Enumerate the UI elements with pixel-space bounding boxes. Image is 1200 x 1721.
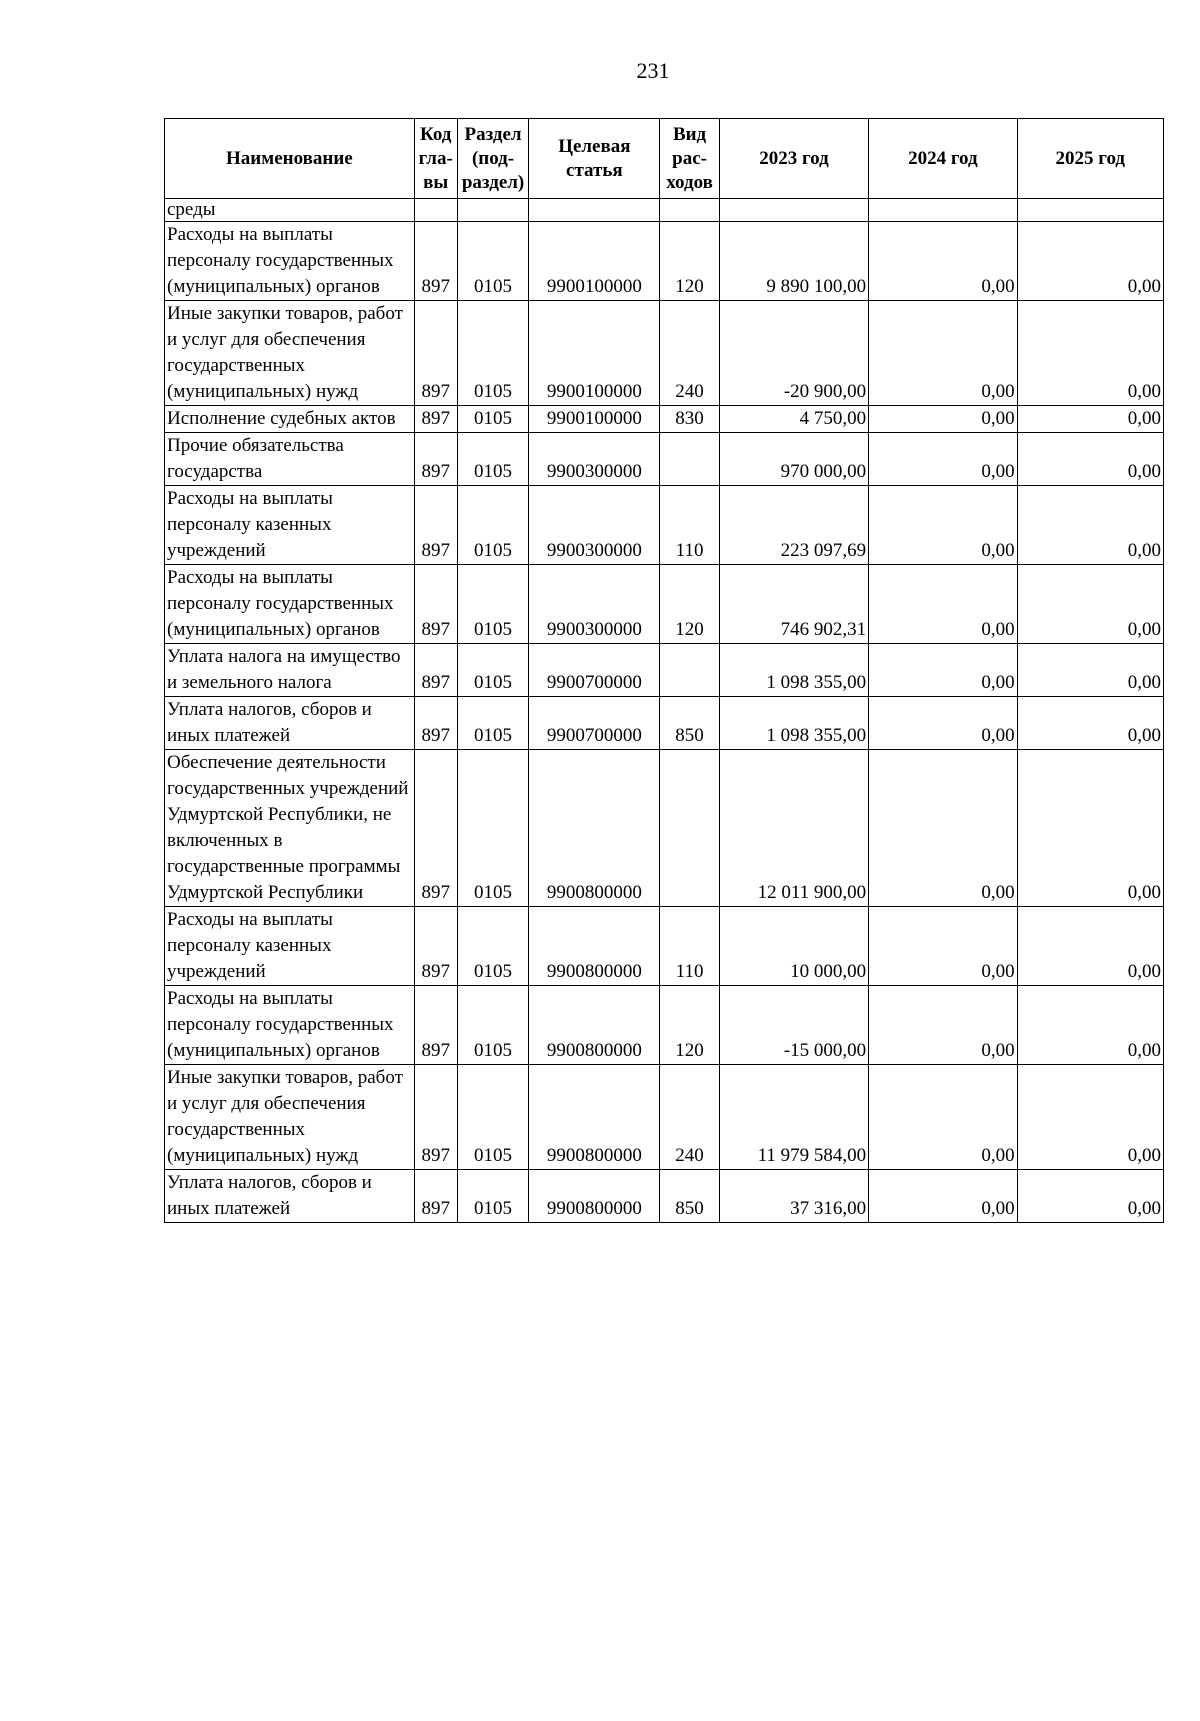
row-chapter-code: 897 — [414, 565, 457, 644]
table-header-row — [165, 119, 1164, 199]
row-2024: 0,00 — [869, 486, 1017, 565]
row-section: 0105 — [457, 486, 529, 565]
row-name: Обеспечение деятельности государственных учреждений Удмуртской Республики, не включенных в государственные программы Удмуртской Республики — [165, 750, 415, 907]
row-name: Расходы на выплаты персоналу казенных учреждений — [165, 486, 415, 565]
row-target: 9900800000 — [529, 907, 660, 986]
row-section: 0105 — [457, 907, 529, 986]
row-2024: 0,00 — [869, 222, 1017, 301]
row-2024: 0,00 — [869, 301, 1017, 406]
table-row — [165, 433, 1164, 486]
row-name: Исполнение судебных актов — [165, 406, 415, 433]
row-target: 9900100000 — [529, 406, 660, 433]
row-target: 9900300000 — [529, 433, 660, 486]
header-2023: 2023 год — [719, 119, 868, 199]
row-section: 0105 — [457, 222, 529, 301]
row-2023: 1 098 355,00 — [719, 697, 868, 750]
row-name: Уплата налогов, сборов и иных платежей — [165, 1170, 415, 1223]
row-2023: 746 902,31 — [719, 565, 868, 644]
row-target: 9900100000 — [529, 222, 660, 301]
row-expense-type: 850 — [660, 1170, 719, 1223]
row-expense-type: 110 — [660, 486, 719, 565]
row-2024: 0,00 — [869, 1170, 1017, 1223]
row-2025: 0,00 — [1017, 986, 1163, 1065]
table-row — [165, 697, 1164, 750]
row-target: 9900300000 — [529, 565, 660, 644]
table-row — [165, 301, 1164, 406]
row-name: Расходы на выплаты персоналу государственных (муниципальных) органов — [165, 986, 415, 1065]
row-2025: 0,00 — [1017, 565, 1163, 644]
row-section: 0105 — [457, 697, 529, 750]
row-2024: 0,00 — [869, 406, 1017, 433]
row-section: 0105 — [457, 406, 529, 433]
row-2023: -15 000,00 — [719, 986, 868, 1065]
row-section: 0105 — [457, 433, 529, 486]
row-name: Прочие обязательства государства — [165, 433, 415, 486]
row-target: 9900800000 — [529, 750, 660, 907]
row-2024: 0,00 — [869, 986, 1017, 1065]
row-2025: 0,00 — [1017, 1065, 1163, 1170]
table-row — [165, 644, 1164, 697]
row-2024: 0,00 — [869, 1065, 1017, 1170]
row-expense-type: 120 — [660, 565, 719, 644]
row-name: Расходы на выплаты персоналу государственных (муниципальных) органов — [165, 222, 415, 301]
row-2025: 0,00 — [1017, 1170, 1163, 1223]
table-row — [165, 907, 1164, 986]
row-section: 0105 — [457, 644, 529, 697]
row-2023: 11 979 584,00 — [719, 1065, 868, 1170]
header-section: Раздел (под-раздел) — [457, 119, 529, 199]
row-target: 9900800000 — [529, 1065, 660, 1170]
row-2023: 9 890 100,00 — [719, 222, 868, 301]
table-row — [165, 406, 1164, 433]
row-2023: 37 316,00 — [719, 1170, 868, 1223]
row-2024: 0,00 — [869, 433, 1017, 486]
row-2025: 0,00 — [1017, 433, 1163, 486]
row-section: 0105 — [457, 750, 529, 907]
row-target: 9900100000 — [529, 301, 660, 406]
row-2025: 0,00 — [1017, 406, 1163, 433]
row-2025: 0,00 — [1017, 644, 1163, 697]
row-chapter-code: 897 — [414, 907, 457, 986]
row-section: 0105 — [457, 565, 529, 644]
row-expense-type — [660, 433, 719, 486]
continuation-text: среды — [165, 199, 415, 222]
row-target: 9900800000 — [529, 986, 660, 1065]
row-target: 9900300000 — [529, 486, 660, 565]
table-row — [165, 1065, 1164, 1170]
row-2023: 970 000,00 — [719, 433, 868, 486]
header-2025: 2025 год — [1017, 119, 1163, 199]
row-2023: -20 900,00 — [719, 301, 868, 406]
row-target: 9900800000 — [529, 1170, 660, 1223]
table-row — [165, 750, 1164, 907]
row-name: Уплата налога на имущество и земельного налога — [165, 644, 415, 697]
row-expense-type: 850 — [660, 697, 719, 750]
row-name: Расходы на выплаты персоналу государственных (муниципальных) органов — [165, 565, 415, 644]
row-2025: 0,00 — [1017, 697, 1163, 750]
row-2025: 0,00 — [1017, 222, 1163, 301]
row-target: 9900700000 — [529, 644, 660, 697]
row-2024: 0,00 — [869, 644, 1017, 697]
row-chapter-code: 897 — [414, 750, 457, 907]
row-name: Уплата налогов, сборов и иных платежей — [165, 697, 415, 750]
header-expense-type: Вид рас-ходов — [660, 119, 719, 199]
row-chapter-code: 897 — [414, 433, 457, 486]
table-row — [165, 222, 1164, 301]
row-expense-type — [660, 750, 719, 907]
row-2023: 12 011 900,00 — [719, 750, 868, 907]
row-expense-type: 240 — [660, 301, 719, 406]
row-expense-type: 120 — [660, 986, 719, 1065]
row-name: Иные закупки товаров, работ и услуг для обеспечения государственных (муниципальных) нужд — [165, 1065, 415, 1170]
row-2023: 4 750,00 — [719, 406, 868, 433]
continuation-row — [165, 199, 1164, 222]
header-chapter-code: Код гла-вы — [414, 119, 457, 199]
row-expense-type: 240 — [660, 1065, 719, 1170]
row-section: 0105 — [457, 1170, 529, 1223]
row-expense-type: 830 — [660, 406, 719, 433]
row-section: 0105 — [457, 301, 529, 406]
row-chapter-code: 897 — [414, 1170, 457, 1223]
row-2023: 223 097,69 — [719, 486, 868, 565]
row-chapter-code: 897 — [414, 697, 457, 750]
row-2024: 0,00 — [869, 565, 1017, 644]
row-2025: 0,00 — [1017, 907, 1163, 986]
row-2025: 0,00 — [1017, 750, 1163, 907]
row-2024: 0,00 — [869, 697, 1017, 750]
header-2024: 2024 год — [869, 119, 1017, 199]
row-2024: 0,00 — [869, 750, 1017, 907]
table-row — [165, 986, 1164, 1065]
row-expense-type: 110 — [660, 907, 719, 986]
row-2025: 0,00 — [1017, 486, 1163, 565]
row-expense-type — [660, 644, 719, 697]
row-2023: 1 098 355,00 — [719, 644, 868, 697]
row-chapter-code: 897 — [414, 486, 457, 565]
row-section: 0105 — [457, 986, 529, 1065]
page-number: 231 — [636, 58, 670, 83]
row-expense-type: 120 — [660, 222, 719, 301]
row-2025: 0,00 — [1017, 301, 1163, 406]
row-2024: 0,00 — [869, 907, 1017, 986]
row-name: Расходы на выплаты персоналу казенных учреждений — [165, 907, 415, 986]
row-section: 0105 — [457, 1065, 529, 1170]
row-chapter-code: 897 — [414, 986, 457, 1065]
table-row — [165, 1170, 1164, 1223]
row-chapter-code: 897 — [414, 1065, 457, 1170]
row-2023: 10 000,00 — [719, 907, 868, 986]
row-chapter-code: 897 — [414, 222, 457, 301]
row-chapter-code: 897 — [414, 406, 457, 433]
table-row — [165, 486, 1164, 565]
row-name: Иные закупки товаров, работ и услуг для обеспечения государственных (муниципальных) нужд — [165, 301, 415, 406]
row-target: 9900700000 — [529, 697, 660, 750]
table-row — [165, 565, 1164, 644]
row-chapter-code: 897 — [414, 301, 457, 406]
header-name: Наименование — [165, 119, 415, 199]
budget-table — [164, 118, 1164, 1223]
row-chapter-code: 897 — [414, 644, 457, 697]
header-target: Целевая статья — [529, 119, 660, 199]
